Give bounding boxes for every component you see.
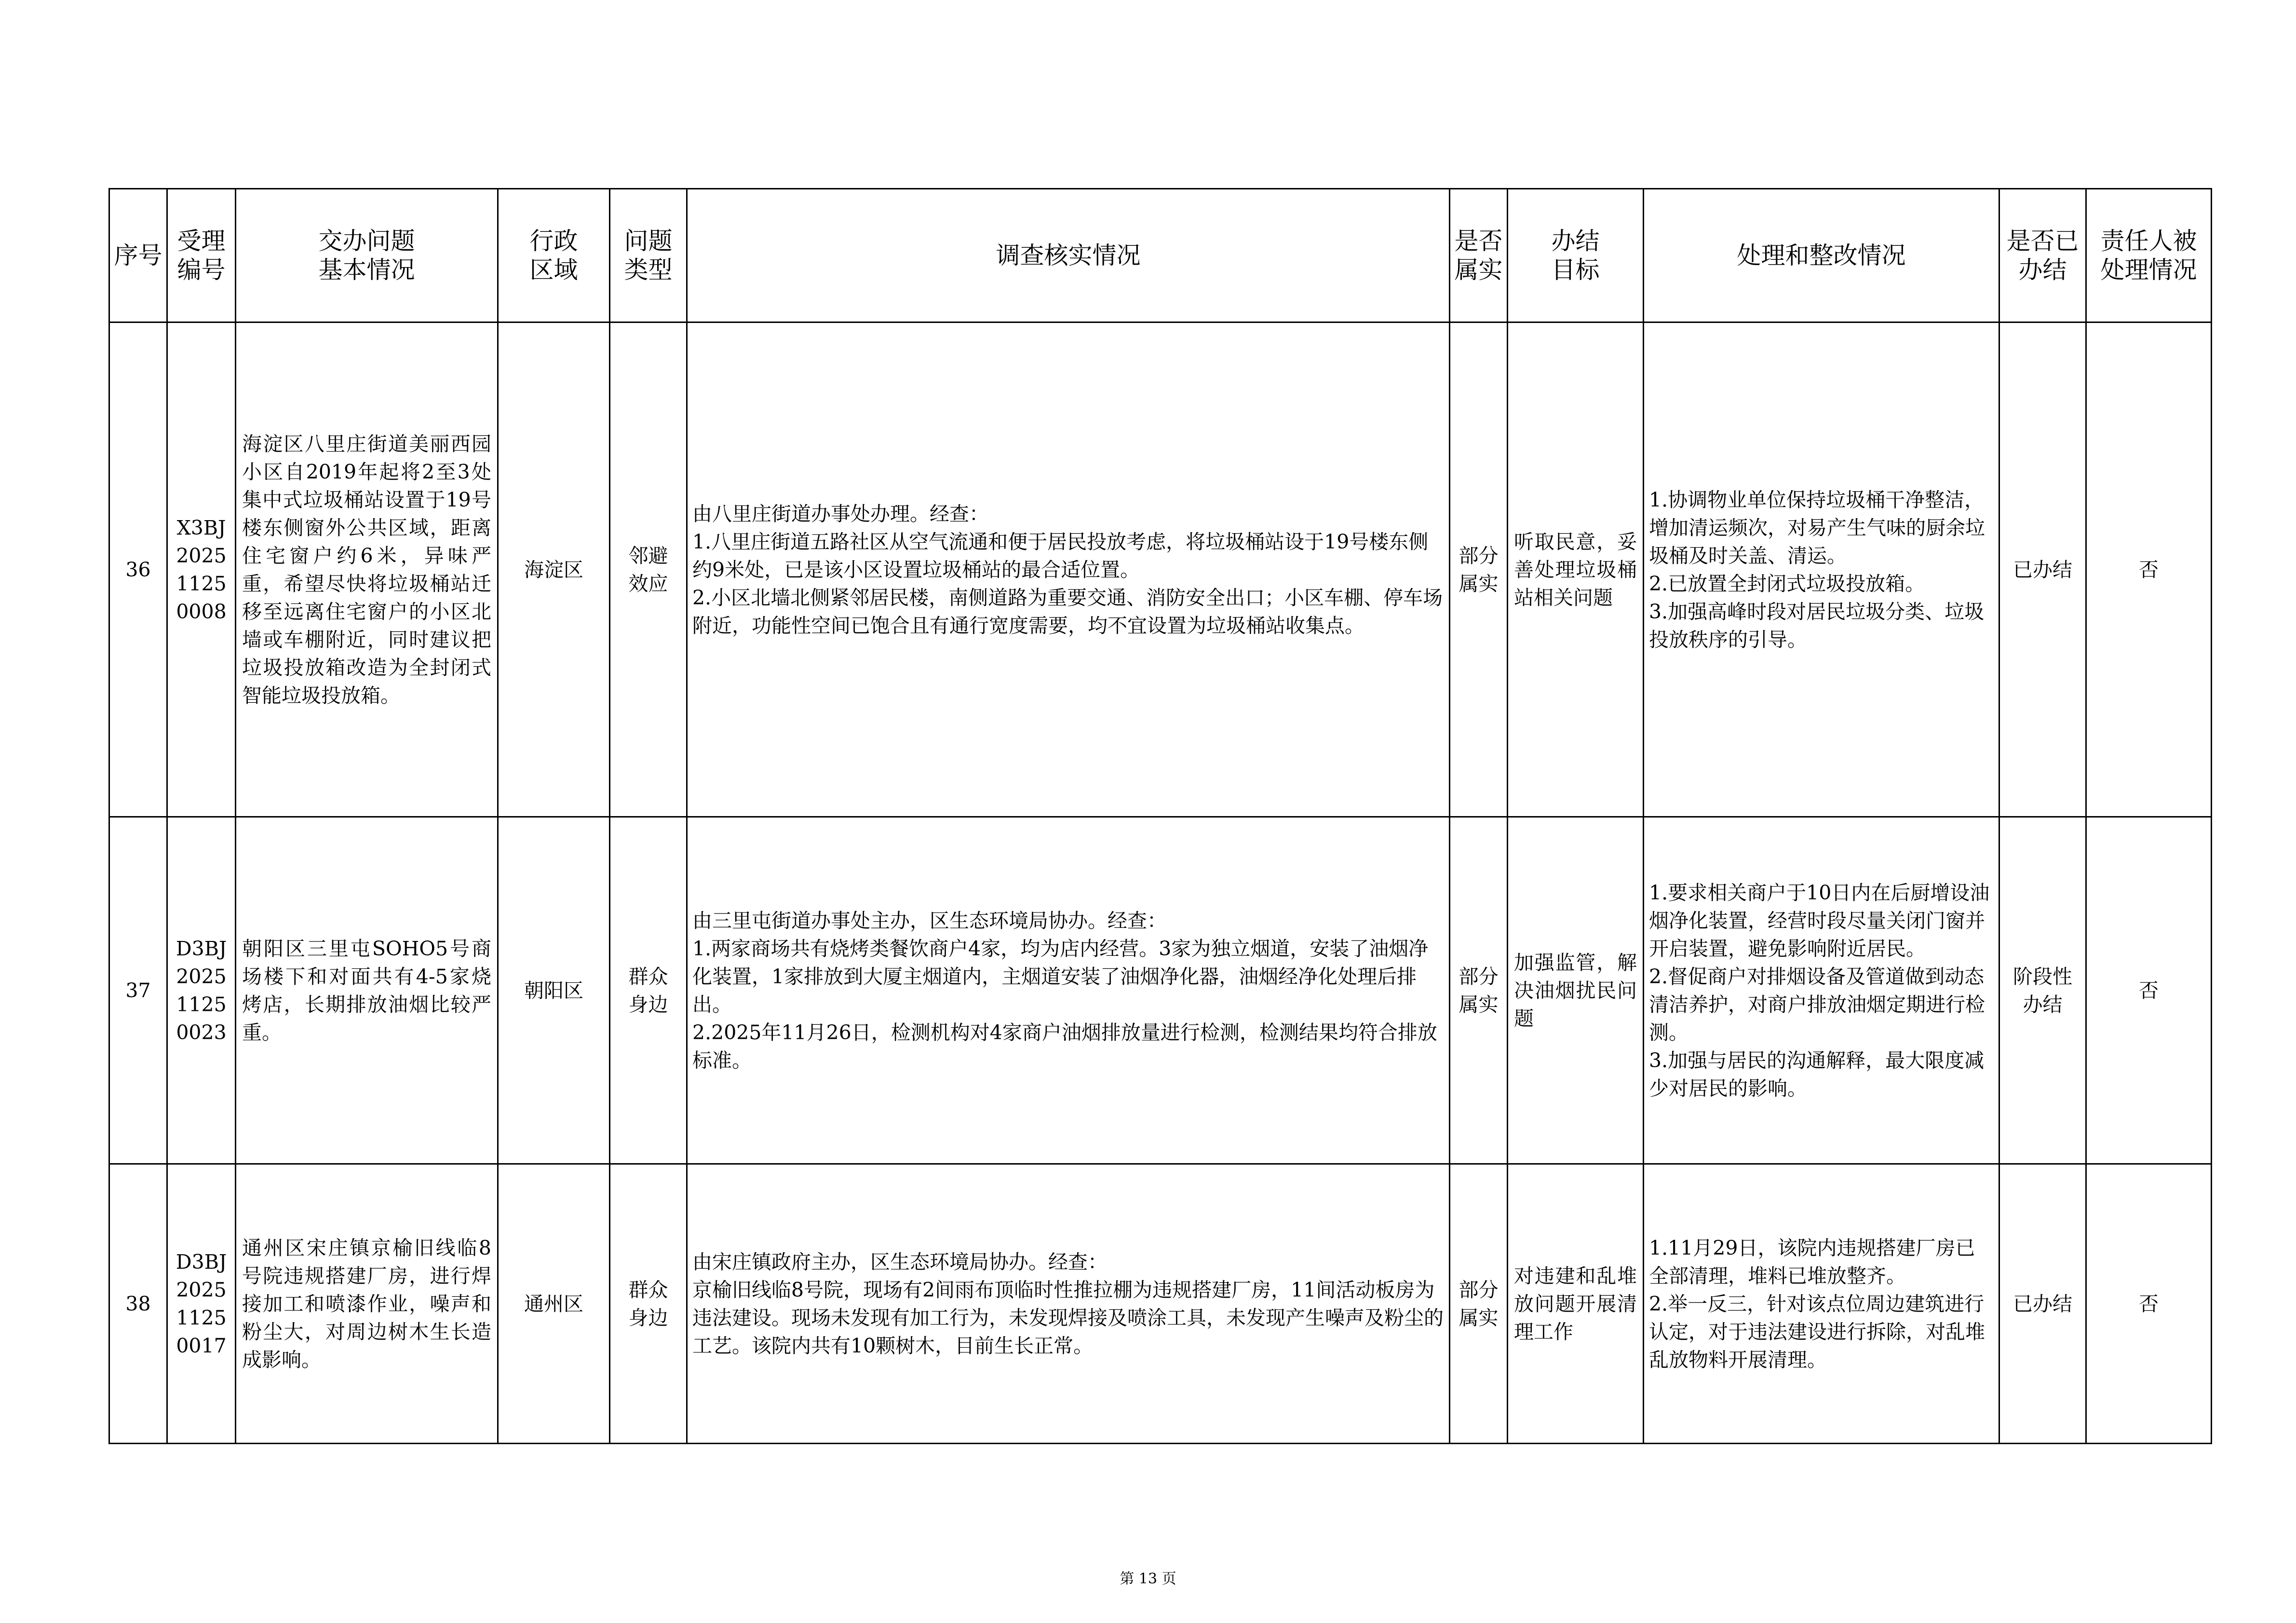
cell-issue: 朝阳区三里屯SOHO5号商场楼下和对面共有4-5家烧烤店，长期排放油烟比较严重。 — [236, 817, 498, 1164]
supervision-table — [108, 188, 2212, 1444]
cell-handling: 1.11月29日，该院内违规搭建厂房已全部清理，堆料已堆放整齐。 2.举一反三，针对该点位周边建筑进行认定，对于违法建设进行拆除，对乱堆乱放物料开展清理。 — [1644, 1164, 1999, 1444]
cell-goal: 加强监管，解决油烟扰民问题 — [1508, 817, 1644, 1164]
cell-verified: 部分 属实 — [1450, 322, 1508, 817]
header-goal: 办结 目标 — [1508, 189, 1644, 322]
cell-handling: 1.协调物业单位保持垃圾桶干净整洁，增加清运频次，对易产生气味的厨余垃圾桶及时关盖、清运。 2.已放置全封闭式垃圾投放箱。 3.加强高峰时段对居民垃圾分类、垃圾投放秩序的引导。 — [1644, 322, 1999, 817]
header-handling: 处理和整改情况 — [1644, 189, 1999, 322]
cell-accountability: 否 — [2086, 817, 2212, 1164]
cell-district: 海淀区 — [498, 322, 610, 817]
cell-issue: 海淀区八里庄街道美丽西园小区自2019年起将2至3处集中式垃圾桶站设置于19号楼东侧窗外公共区域，距离住宅窗户约6米，异味严重，希望尽快将垃圾桶站迁移至远离住宅窗户的小区北墙或车棚附近，同时建议把垃圾投放箱改造为全封闭式智能垃圾投放箱。 — [236, 322, 498, 817]
cell-code: D3BJ202511250023 — [167, 817, 236, 1164]
cell-goal: 听取民意，妥善处理垃圾桶站相关问题 — [1508, 322, 1644, 817]
cell-type: 邻避 效应 — [610, 322, 687, 817]
header-investigation: 调查核实情况 — [687, 189, 1450, 322]
cell-seq: 37 — [109, 817, 167, 1164]
cell-district: 通州区 — [498, 1164, 610, 1444]
cell-closed: 已办结 — [1999, 322, 2086, 817]
header-district: 行政 区域 — [498, 189, 610, 322]
cell-accountability: 否 — [2086, 1164, 2212, 1444]
header-row — [109, 189, 2212, 322]
cell-closed: 阶段性 办结 — [1999, 817, 2086, 1164]
cell-goal: 对违建和乱堆放问题开展清理工作 — [1508, 1164, 1644, 1444]
cell-type: 群众 身边 — [610, 1164, 687, 1444]
cell-code: D3BJ202511250017 — [167, 1164, 236, 1444]
table-row — [109, 817, 2212, 1164]
header-verified: 是否 属实 — [1450, 189, 1508, 322]
cell-accountability: 否 — [2086, 322, 2212, 817]
header-issue: 交办问题 基本情况 — [236, 189, 498, 322]
cell-code: X3BJ202511250008 — [167, 322, 236, 817]
cell-handling: 1.要求相关商户于10日内在后厨增设油烟净化装置，经营时段尽量关闭门窗并开启装置，避免影响附近居民。 2.督促商户对排烟设备及管道做到动态清洁养护，对商户排放油烟定期进行检测。 3.加强与居民的沟通解释，最大限度减少对居民的影响。 — [1644, 817, 1999, 1164]
header-code: 受理 编号 — [167, 189, 236, 322]
page-number: 第 13 页 — [1120, 1570, 1176, 1587]
header-accountability: 责任人被 处理情况 — [2086, 189, 2212, 322]
header-type: 问题 类型 — [610, 189, 687, 322]
cell-district: 朝阳区 — [498, 817, 610, 1164]
table-row — [109, 1164, 2212, 1444]
table-row — [109, 322, 2212, 817]
cell-type: 群众 身边 — [610, 817, 687, 1164]
cell-verified: 部分 属实 — [1450, 1164, 1508, 1444]
cell-seq: 36 — [109, 322, 167, 817]
cell-investigation: 由八里庄街道办事处办理。经查： 1.八里庄街道五路社区从空气流通和便于居民投放考虑，将垃圾桶站设于19号楼东侧约9米处，已是该小区设置垃圾桶站的最合适位置。 2.小区北墙北侧紧邻居民楼，南侧道路为重要交通、消防安全出口；小区车棚、停车场附近，功能性空间已饱合且有通行宽度需要，均不宜设置为垃圾桶站收集点。 — [687, 322, 1450, 817]
cell-investigation: 由三里屯街道办事处主办，区生态环境局协办。经查： 1.两家商场共有烧烤类餐饮商户4家，均为店内经营。3家为独立烟道，安装了油烟净化装置，1家排放到大厦主烟道内，主烟道安装了油烟净化器，油烟经净化处理后排出。 2.2025年11月26日，检测机构对4家商户油烟排放量进行检测，检测结果均符合排放标准。 — [687, 817, 1450, 1164]
cell-closed: 已办结 — [1999, 1164, 2086, 1444]
header-seq: 序号 — [109, 189, 167, 322]
cell-investigation: 由宋庄镇政府主办，区生态环境局协办。经查： 京榆旧线临8号院，现场有2间雨布顶临时性推拉棚为违规搭建厂房，11间活动板房为违法建设。现场未发现有加工行为，未发现焊接及喷涂工具，未发现产生噪声及粉尘的工艺。该院内共有10颗树木，目前生长正常。 — [687, 1164, 1450, 1444]
cell-seq: 38 — [109, 1164, 167, 1444]
cell-issue: 通州区宋庄镇京榆旧线临8号院违规搭建厂房，进行焊接加工和喷漆作业，噪声和粉尘大，对周边树木生长造成影响。 — [236, 1164, 498, 1444]
header-closed: 是否已 办结 — [1999, 189, 2086, 322]
cell-verified: 部分 属实 — [1450, 817, 1508, 1164]
